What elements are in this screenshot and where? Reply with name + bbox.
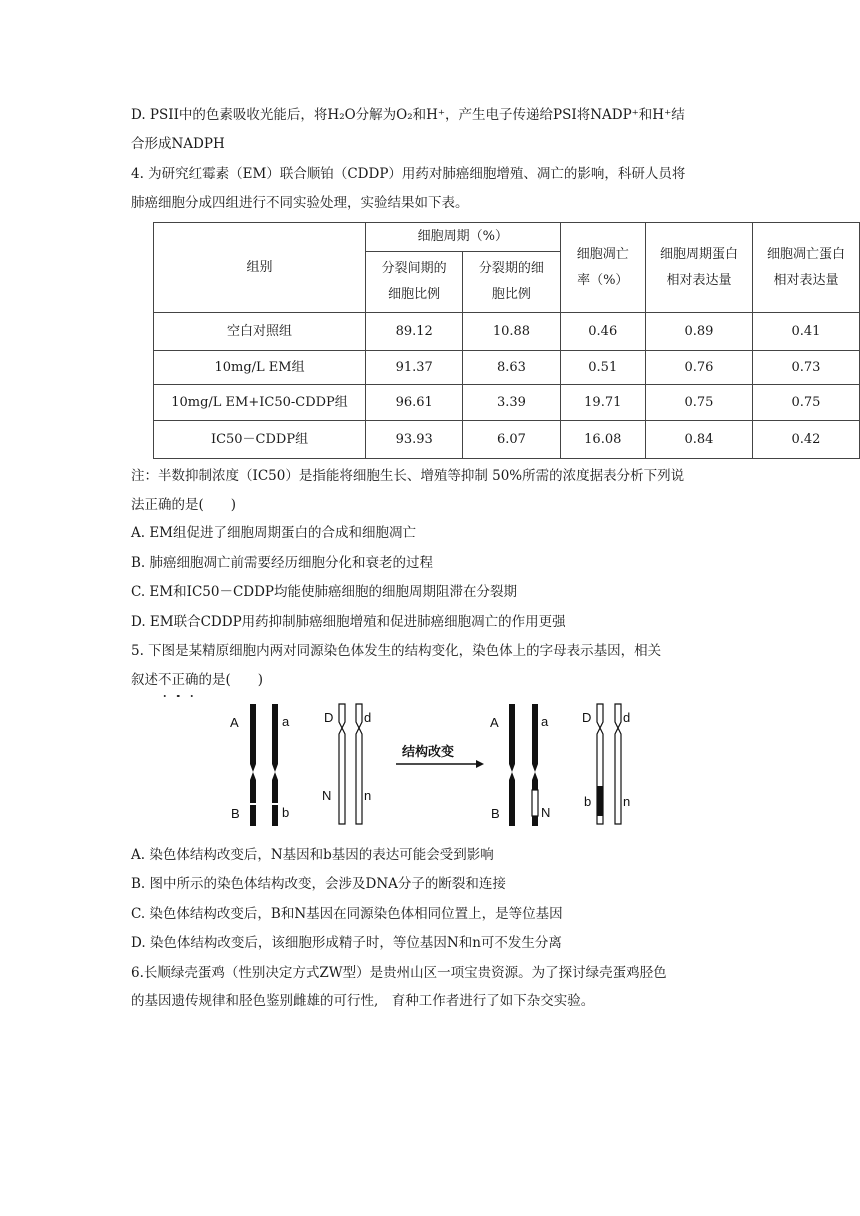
- row-apoptosis-rate: 0.46: [560, 313, 645, 351]
- header-group: 组别: [154, 223, 366, 313]
- emphasis-char: 不: [158, 672, 172, 688]
- row-apoptosis-protein: 0.73: [752, 351, 859, 385]
- question-4-stem-line-2: 肺癌细胞分成四组进行不同实验处理，实验结果如下表。: [131, 195, 469, 211]
- table-row: [154, 351, 860, 385]
- chromosome-A-B: [250, 704, 256, 826]
- chromosome-D-N: [339, 704, 345, 824]
- row-mitosis: 6.07: [463, 421, 560, 459]
- gene-label-d: d: [364, 710, 372, 725]
- row-cycle-protein: 0.75: [645, 385, 752, 421]
- gene-label-n-after: n: [623, 794, 631, 809]
- gene-label-d-after: d: [623, 710, 631, 725]
- row-cycle-protein: 0.76: [645, 351, 752, 385]
- question-4-option-b: B. 肺癌细胞凋亡前需要经历细胞分化和衰老的过程: [131, 555, 434, 571]
- row-apoptosis-protein: 0.42: [752, 421, 859, 459]
- question-6-stem-line-2: 的基因遗传规律和胫色鉴别雌雄的可行性, 育种工作者进行了如下杂交实验。: [131, 993, 595, 1009]
- header-mitosis: 分裂期的细 胞比例: [463, 252, 560, 313]
- row-mitosis: 3.39: [463, 385, 560, 421]
- gene-label-A: A: [230, 715, 239, 730]
- question-5-option-b: B. 图中所示的染色体结构改变，会涉及DNA分子的断裂和连接: [131, 876, 506, 892]
- question-5-option-a: A. 染色体结构改变后，N基因和b基因的表达可能会受到影响: [131, 847, 494, 863]
- chromosome-d-n-after: [615, 704, 621, 824]
- row-group: IC50－CDDP组: [154, 421, 366, 459]
- question-5-option-c: C. 染色体结构改变后，B和N基因在同源染色体相同位置上，是等位基因: [131, 906, 563, 922]
- note-line-2: 法正确的是( ): [131, 497, 237, 513]
- row-group: 10mg/L EM+IC50-CDDP组: [154, 385, 366, 421]
- arrow-head: [476, 760, 484, 768]
- question-4-option-d: D. EM联合CDDP用药抑制肺癌细胞增殖和促进肺癌细胞凋亡的作用更强: [131, 614, 566, 630]
- question-5-option-d: D. 染色体结构改变后，该细胞形成精子时，等位基因N和n可不发生分离: [131, 935, 562, 951]
- table-row: [154, 385, 860, 421]
- chromosome-figure: [220, 700, 640, 830]
- emphasis-char: 确: [185, 672, 199, 688]
- row-apoptosis-protein: 0.41: [752, 313, 859, 351]
- gene-label-N-after: N: [541, 805, 551, 820]
- question-4-option-c: C. EM和IC50－CDDP均能使肺癌细胞的细胞周期阻滞在分裂期: [131, 584, 518, 600]
- question-4-stem-line-1: 4. 为研究红霉素（EM）联合顺铂（CDDP）用药对肺癌细胞增殖、凋亡的影响，科研人员将: [131, 166, 686, 182]
- chromosome-d-n: [356, 704, 362, 824]
- row-cycle-protein: 0.89: [645, 313, 752, 351]
- header-cycle-protein: 细胞周期蛋白 相对表达量: [645, 223, 752, 313]
- chromosome-a-b: [272, 704, 278, 826]
- question-5-stem-line-1: 5. 下图是某精原细胞内两对同源染色体发生的结构变化，染色体上的字母表示基因，相关: [131, 643, 662, 659]
- header-cell-cycle: 细胞周期（%）: [366, 223, 561, 252]
- question-5-stem-line-2: 叙述不正确的是( ): [131, 672, 264, 688]
- gene-label-B-after: B: [491, 806, 500, 821]
- row-apoptosis-protein: 0.75: [752, 385, 859, 421]
- option-d-line-1: D. PSII中的色素吸收光能后，将H₂O分解为O₂和H⁺，产生电子传递给PSI将NADP⁺和H⁺结: [131, 107, 685, 123]
- option-d-line-2: 合形成NADPH: [131, 136, 225, 152]
- row-interphase: 96.61: [366, 385, 463, 421]
- row-mitosis: 8.63: [463, 351, 560, 385]
- table-row: [154, 421, 860, 459]
- gene-label-D-after: D: [582, 710, 592, 725]
- gene-label-B: B: [231, 806, 240, 821]
- row-interphase: 91.37: [366, 351, 463, 385]
- experiment-table: [153, 222, 860, 459]
- note-line-1: 注：半数抑制浓度（IC50）是指能将细胞生长、增殖等抑制 50%所需的浓度据表分析下列说: [131, 468, 685, 484]
- row-group: 10mg/L EM组: [154, 351, 366, 385]
- gene-label-n: n: [364, 788, 372, 803]
- row-mitosis: 10.88: [463, 313, 560, 351]
- gene-label-D: D: [324, 710, 334, 725]
- table-row: [154, 313, 860, 351]
- arrow-label: 结构改变: [402, 744, 455, 759]
- gene-label-b: b: [282, 805, 290, 820]
- row-apoptosis-rate: 19.71: [560, 385, 645, 421]
- emphasis-char: 正: [171, 672, 185, 688]
- row-interphase: 93.93: [366, 421, 463, 459]
- gene-label-b-after: b: [584, 794, 592, 809]
- question-6-stem-line-1: 6.长顺绿壳蛋鸡（性别决定方式ZW型）是贵州山区一项宝贵资源。为了探讨绿壳蛋鸡胫色: [131, 965, 667, 981]
- header-apoptosis-rate: 细胞凋亡 率（%）: [560, 223, 645, 313]
- gene-label-a: a: [282, 714, 290, 729]
- gene-label-N: N: [322, 788, 332, 803]
- row-cycle-protein: 0.84: [645, 421, 752, 459]
- row-interphase: 89.12: [366, 313, 463, 351]
- gene-label-a-after: a: [541, 714, 549, 729]
- gene-label-A-after: A: [490, 715, 499, 730]
- header-apoptosis-protein: 细胞凋亡蛋白 相对表达量: [752, 223, 859, 313]
- row-apoptosis-rate: 16.08: [560, 421, 645, 459]
- row-apoptosis-rate: 0.51: [560, 351, 645, 385]
- header-interphase: 分裂间期的 细胞比例: [366, 252, 463, 313]
- question-4-option-a: A. EM组促进了细胞周期蛋白的合成和细胞凋亡: [131, 525, 417, 541]
- row-group: 空白对照组: [154, 313, 366, 351]
- chromosome-A-B-after: [509, 704, 515, 826]
